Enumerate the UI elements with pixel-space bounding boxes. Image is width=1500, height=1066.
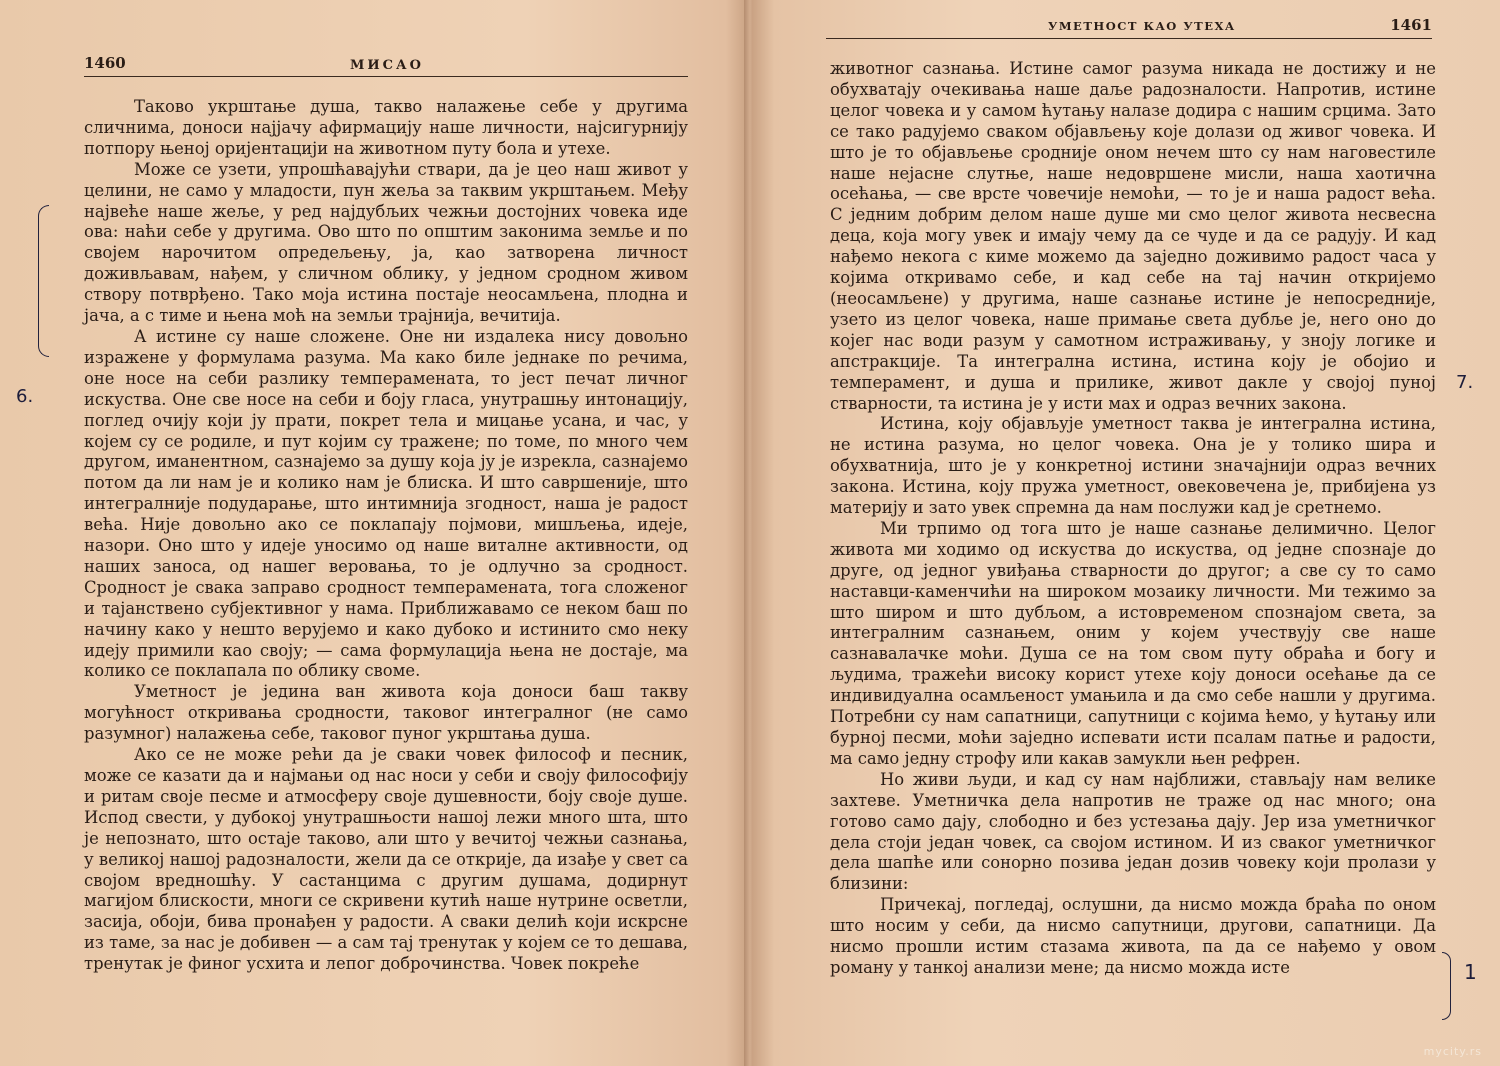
watermark: mycity.rs xyxy=(1423,1045,1482,1058)
left-paragraph-5: Ако се не може рећи да је сваки човек философ и песник, може се казати да и најмањи од нас носи у себи и своју философију и ритам своје песме и атмосферу своје душевности, боју своје душе. Испод свести, у дубокој унутрашњости нашој лежи много шта, што је непознато, што остаје таково, али што у вечитој чежњи сазнања, у великој нашој радозналости, жели да се открије, да изађе у свет са својом вредношћу. У састанцима с другим душама, додирнут магијом блискости, многи се скривени кутић наше нутрине осветли, засија, обоји, бива пронађен у радости. А сваки делић који искрсне из таме, за нас је добивен — а сам тај тренутак у којем се то дешава, тренутак је финог усхита и лепог доброчинства. Човек покреће xyxy=(84,745,688,974)
right-page-text xyxy=(830,59,1436,979)
right-paragraph-5: Причекај, погледај, ослушни, да нисмо можда браћа по оном што носим у себи, да нисмо сапутници, другови, сапатници. Да нисмо прошли истим стазама живота, па да се нађемо у овом роману у танкој анализи мене; да нисмо можда исте xyxy=(830,895,1436,977)
right-paragraph-3: Ми трпимо од тога што је наше сазнање делимично. Целог живота ми ходимо од искуства до искуства, од једне спознаје до друге, од једног увиђања стварности до другог; а све су то само наставци-каменчићи на широком мозаику личности. Ми тежимо за што широм и што дубљом, а истовременом спознајом света, за интегралним сазнањем, оним у којем учествују све наше сазнавалачке моћи. Душа се на том свом путу обраћа и богу и људима, тражећи високу корист утехе коју доноси осећање да се индивидуална осамљеност умањила и да смо себе нашли у другима. Потребни су нам сапатници, сапутници с којима ћемо, у ћутању или бурној песми, моћи заједно испевати исти псалам патње и радости, ма само једну строфу или какав замукли њен рефрен. xyxy=(830,518,1436,768)
right-paragraph-4: Но живи људи, и кад су нам најближи, стављају нам велике захтеве. Уметничка дела напротив не траже од нас много; она готово само дају, слободно и без устезања дају. Јер иза уметничког дела стоји један човек, са својом истином. И из сваког уметничког дела шапће или сонорно позива један дозив човеку који пролази у близини: xyxy=(830,769,1436,894)
margin-note-6: 6. xyxy=(16,386,34,407)
margin-brace-left xyxy=(38,205,49,357)
right-paragraph-2: Истина, коју објављује уметност таква је интегрална истина, не истина разума, но целог човека. Она је у толико шира и обухватнија, што је у конкретној истини значајнији одраз вечних закона. Истина, коју пружа уметност, овековечена је, прибијена уз материју и зато увек спремна да нам послужи кад је сретнемо. xyxy=(830,414,1436,518)
right-page xyxy=(752,0,1500,1066)
right-page-number: 1461 xyxy=(1390,16,1432,34)
margin-note-1: 1 xyxy=(1464,960,1477,984)
left-page-number: 1460 xyxy=(84,54,126,72)
margin-note-7: 7. xyxy=(1456,372,1474,393)
left-page-header xyxy=(84,52,688,77)
left-paragraph-4: Уметност је једина ван живота која доноси баш такву могућност откривања сродности, таковог интегралног (не само разумног) налажења себе, таковог пуног укрштања душа. xyxy=(84,682,688,744)
right-paragraph-1: животног сазнања. Истине самог разума никада не достижу и не обухватају очекивања наше даље радозналости. Напротив, истине целог човека и у самом ћутању налазе додира с нашим срцима. Зато се тако радујемо сваком објављењу које долази од живог човека. И што је то објављење сродније оном нечем што су нам наговестиле наше нејасне слутње, наше недовршене мисли, наша хаотична осећања, — све врсте човечије немоћи, — то је и наша радост већа. С једним добрим делом наше душе ми смо целог живота несвесна деца, која могу увек и имају чему да се чуде и да се радују. И кад нађемо некога с киме можемо да заједно доживимо радост часа у којима откривамо себе, и кад себе на тај начин откријемо (неосамљене) у другима, наше сазнање истине је непосредније, узето из целог човека, наше примање света дубље је, него оно до којег нас води разум у самотном истраживању, у знoју логике и апстракције. Та интегрална истина, истина коју је обојио и темперамент, и душа и прилике, живот дакле у својој пуној стварности, та истина је у исти мах и одраз вечних закона. xyxy=(830,59,1436,413)
left-page-text xyxy=(84,97,688,975)
left-paragraph-3: А истине су наше сложене. Оне ни издалека нису довољно изражене у формулама разума. Ма како биле једнаке по речима, оне носе на себи разлику темперамената, то јест печат личног искуства. Оне све носе на себи и боју гласа, унутрашњу интонацију, поглед очију који ју прати, покрет тела и мицање усана, и час, у којем су се родиле, и пут којим су тражене; по томе, по много чем другом, иманентном, сазнајемо за душу која ју је изрекла, сазнајемо потом да ли нам је и колико нам је блиска. И што савршеније, што интегралније подударање, што интимнија згодност, наша је радост већа. Није довољно ако се поклапају појмови, мишљења, идеје, назори. Оно што у идеје уносимо од наше виталне активности, од наших заноса, од нашег веровања, то је одлучно за сродност. Сродност је свака заправо сродност темперамената, тога сложеног и тајанствено субјективног у нама. Приближавамо се неком баш по начину како у нешто верујемо и како дубоко и истинито смо неку идеју примили као своју; — сама формулација њена не достаје, ма колико се поклапала по облику своме. xyxy=(84,326,688,681)
left-paragraph-2: Може се узети, упрошћавајући ствари, да је цео наш живот у целини, не само у младости, пун жеља за таквим укрштањем. Међу највеће наше жеље, у ред најдубљих чежњи достојних човека иде ова: наћи себе у другима. Ово што по општим законима земље и по својем нарочитом опредељењу, ја, као затворена личност доживљавам, нађем, у сличном облику, у једном сродном живом створу потврђено. Тако моја истина постаје неосамљена, плодна и јача, а с тиме и њена моћ на земљи трајнија, вечитија. xyxy=(84,159,688,326)
right-page-header xyxy=(826,14,1432,39)
left-page xyxy=(0,0,748,1066)
right-running-head: УМЕТНОСТ КАО УТЕХА xyxy=(1048,19,1236,33)
margin-brace-right xyxy=(1442,952,1451,1020)
left-paragraph-1: Таково укрштање душа, такво налажење себе у другима сличнима, доноси најјачу афирмацију наше личности, најсигурнију потпору њеној оријентацији на животном путу бола и утехе. xyxy=(84,97,688,158)
left-running-head: МИСАО xyxy=(350,58,424,73)
